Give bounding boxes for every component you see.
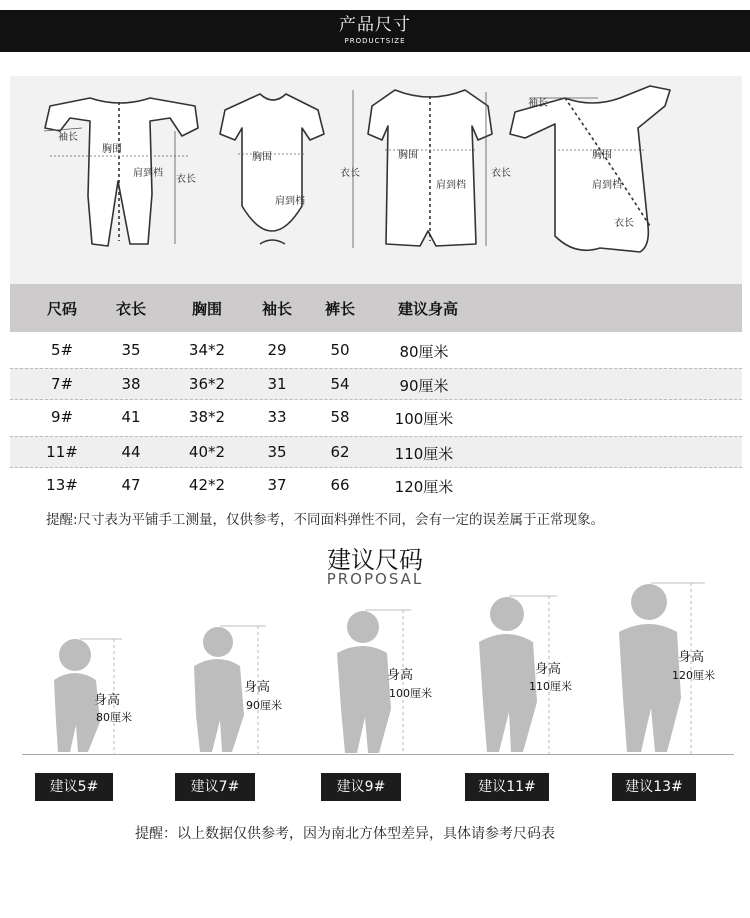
table-row [10,402,742,432]
cell-pants: 58 [330,408,350,426]
cell-chest: 42*2 [188,476,226,494]
cell-pants: 54 [330,375,350,393]
proposal-subtitle: PROPOSAL [326,570,424,588]
cell-height: 120厘米 [394,478,454,496]
cell-chest: 38*2 [188,408,226,426]
suggested-size-badge: 建议13# [612,773,696,801]
height-value: 120厘米 [672,669,715,682]
cell-sleeve: 37 [267,476,287,494]
label-shoulder-to-crotch: 肩到档 [592,180,622,191]
table-row [10,470,742,500]
height-label: 身高 [387,668,414,683]
table-row [10,335,742,365]
height-label: 身高 [244,680,271,695]
height-value: 90厘米 [246,699,282,712]
label-shoulder-to-crotch: 肩到档 [436,180,466,191]
col-pants-length: 裤长 [324,300,356,318]
cell-length: 35 [121,341,141,359]
garment-diagrams [10,76,742,284]
col-sleeve: 袖长 [261,300,293,318]
kimono-outline [510,86,670,252]
cell-height: 90厘米 [399,377,449,395]
height-value: 110厘米 [529,680,572,693]
cell-height: 80厘米 [399,343,449,361]
cell-sleeve: 33 [267,408,287,426]
label-chest: 胸围 [252,152,272,163]
cell-chest: 34*2 [188,341,226,359]
label-body-length: 衣长 [176,174,196,185]
col-body-length: 衣长 [115,300,147,318]
cell-size: 9# [50,408,74,426]
height-value: 80厘米 [96,711,132,724]
measurement-note: 提醒:尺寸表为平铺手工测量，仅供参考，不同面料弹性不同，会有一定的误差属于正常现象。 [46,512,605,528]
section-title: 产品尺寸 [339,15,411,35]
cell-chest: 40*2 [188,443,226,461]
label-shoulder-to-crotch: 肩到档 [275,196,305,207]
label-chest: 胸围 [102,144,122,155]
col-chest: 胸围 [191,300,223,318]
suggested-size-badge: 建议7# [175,773,255,801]
height-value: 100厘米 [389,687,432,700]
cell-sleeve: 29 [267,341,287,359]
cell-size: 7# [50,375,74,393]
cell-height: 100厘米 [394,410,454,428]
height-label: 身高 [94,693,121,708]
proposal-title: 建议尺码 [327,546,423,574]
cell-chest: 36*2 [188,375,226,393]
cell-sleeve: 31 [267,375,287,393]
label-body-length: 衣长 [491,168,511,179]
cell-height: 110厘米 [394,445,454,463]
cell-size: 5# [50,341,74,359]
cell-length: 38 [121,375,141,393]
size-table-header [10,284,742,332]
cell-pants: 66 [330,476,350,494]
suggested-size-badge: 建议9# [321,773,401,801]
label-body-length: 衣长 [340,168,360,179]
label-sleeve-length: 袖长 [58,132,78,143]
col-size: 尺码 [46,300,78,318]
cell-size: 11# [46,443,78,461]
label-chest: 胸围 [592,150,612,161]
cell-sleeve: 35 [267,443,287,461]
cell-pants: 50 [330,341,350,359]
section-subtitle: PRODUCTSIZE [344,37,406,45]
cell-size: 13# [46,476,78,494]
height-label: 身高 [678,650,705,665]
label-sleeve-length: 袖长 [528,98,548,109]
table-row [10,436,742,468]
table-row [10,368,742,400]
cell-length: 47 [121,476,141,494]
cell-length: 44 [121,443,141,461]
suggested-size-badge: 建议11# [465,773,549,801]
label-shoulder-to-crotch: 肩到档 [133,168,163,179]
garment-outlines [10,76,742,284]
height-label: 身高 [535,662,562,677]
bodysuit-outline [220,94,324,231]
section-header-product-size [0,10,750,52]
label-chest: 胸围 [398,150,418,161]
suggested-size-badge: 建议5# [35,773,113,801]
cell-length: 41 [121,408,141,426]
cell-pants: 62 [330,443,350,461]
footer-note: 提醒：以上数据仅供参考，因为南北方体型差异，具体请参考尺码表 [135,826,555,842]
label-body-length: 衣长 [614,218,634,229]
col-suggested-height: 建议身高 [397,300,459,318]
